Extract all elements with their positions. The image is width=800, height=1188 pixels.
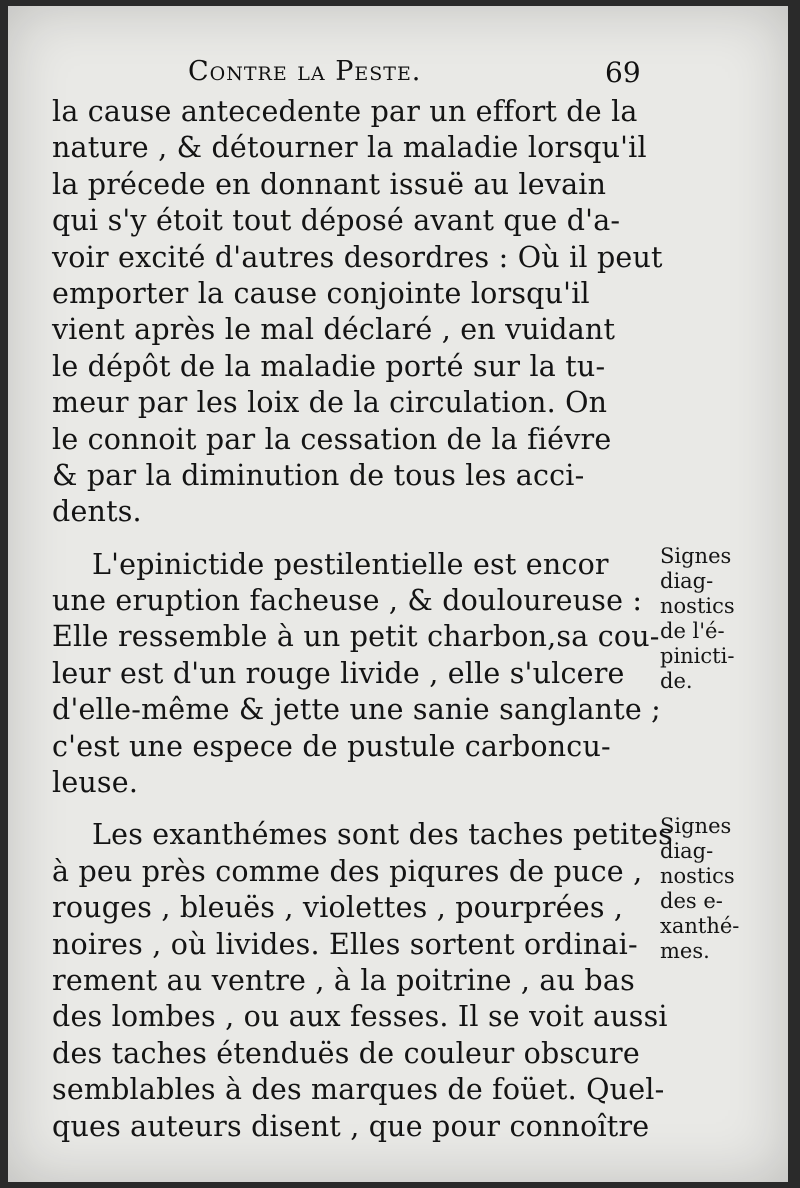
margin-note-line: des e- xyxy=(660,889,723,913)
page-number: 69 xyxy=(605,56,641,89)
margin-note-line: mes. xyxy=(660,939,710,963)
text-line: Elle ressemble à un petit charbon,sa cou- xyxy=(52,620,660,654)
text-line: la précede en donnant issuë au levain xyxy=(52,167,607,201)
margin-note-line: Signes xyxy=(660,544,732,568)
margin-note-line: diag- xyxy=(660,839,714,863)
paragraph-3 xyxy=(52,817,673,1145)
margin-note-line: de l'é- xyxy=(660,619,725,643)
book-page xyxy=(8,6,788,1182)
margin-note-line: pinicti- xyxy=(660,644,735,668)
text-line: & par la diminution de tous les acci- xyxy=(52,458,585,492)
text-line: le dépôt de la maladie porté sur la tu- xyxy=(52,349,606,383)
margin-note-epinictide xyxy=(660,544,785,694)
paragraph-2 xyxy=(52,547,662,802)
text-line: vient après le mal déclaré , en vuidant xyxy=(52,313,616,347)
text-line: une eruption facheuse , & douloureuse : xyxy=(52,584,643,618)
margin-note-line: xanthé- xyxy=(660,914,740,938)
margin-note-line: diag- xyxy=(660,569,714,593)
text-line: voir excité d'autres desordres : Où il peut xyxy=(52,240,663,274)
margin-note-exanthemes xyxy=(660,814,785,964)
margin-note-line: de. xyxy=(660,669,693,693)
text-line: L'epinictide pestilentielle est encor xyxy=(92,547,609,581)
text-line: leuse. xyxy=(52,766,139,800)
text-line: le connoit par la cessation de la fiévre xyxy=(52,422,612,456)
text-line: leur est d'un rouge livide , elle s'ulcere xyxy=(52,656,625,690)
text-line: Les exanthémes sont des taches petites xyxy=(92,818,673,852)
paragraph-1 xyxy=(52,94,662,531)
text-line: emporter la cause conjointe lorsqu'il xyxy=(52,276,590,310)
text-line: d'elle-même & jette une sanie sanglante ; xyxy=(52,693,661,727)
text-line: à peu près comme des piqures de puce , xyxy=(52,854,643,888)
text-line: ques auteurs disent , que pour connoître xyxy=(52,1109,650,1143)
page-header xyxy=(8,56,788,96)
running-title: Contre la Peste. xyxy=(188,56,422,87)
text-line: c'est une espece de pustule carboncu- xyxy=(52,729,611,763)
margin-note-line: nostics xyxy=(660,864,735,888)
text-line: meur par les loix de la circulation. On xyxy=(52,386,608,420)
body-text xyxy=(52,94,673,1145)
text-line: des lombes , ou aux fesses. Il se voit aussi xyxy=(52,1000,668,1034)
margin-note-line: Signes xyxy=(660,814,732,838)
text-line: rouges , bleuës , violettes , pourprées , xyxy=(52,891,624,925)
text-line: rement au ventre , à la poitrine , au bas xyxy=(52,963,635,997)
text-line: la cause antecedente par un effort de la xyxy=(52,95,638,128)
margin-note-line: nostics xyxy=(660,594,735,618)
text-line: nature , & détourner la maladie lorsqu'il xyxy=(52,131,647,165)
text-line: dents. xyxy=(52,495,142,529)
text-line: noires , où livides. Elles sortent ordinai- xyxy=(52,927,638,961)
text-line: qui s'y étoit tout déposé avant que d'a- xyxy=(52,204,621,238)
text-line: semblables à des marques de foüet. Quel- xyxy=(52,1073,665,1107)
text-line: des taches étenduës de couleur obscure xyxy=(52,1036,640,1070)
